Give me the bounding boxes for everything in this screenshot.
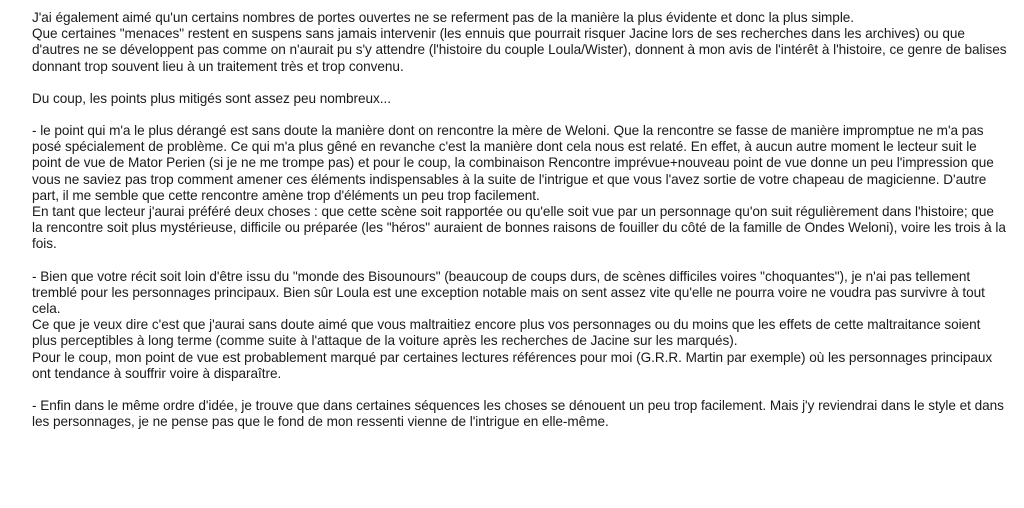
paragraph-point-resolution: - Enfin dans le même ordre d'idée, je trouve que dans certaines séquences les choses se dénouent un peu trop facilement. Mais j'y reviendrai dans le style et dans les personnages, je ne pense pas que le fond de mon ressenti vienne de l'intrigue en elle-même. <box>32 398 1004 430</box>
forum-post-body <box>32 10 1007 430</box>
paragraph-point-characters: - Bien que votre récit soit loin d'être issu du "monde des Bisounours" (beaucoup de coups durs, de scènes difficiles voires "choquantes"), je n'ai pas tellement tremblé pour les personnages principaux. Bien sûr Loula est une exception notable mais on sent assez vite qu'elle ne pourra voire ne voudra pas survivre à tout cela. Ce que je veux dire c'est que j'aurai sans doute aimé que vous maltraitiez encore plus vos personnages ou du moins que les effets de cette maltraitance soient plus perceptibles à long terme (comme suite à l'attaque de la voiture après les recherches de Jacine sur les marqués). Pour le coup, mon point de vue est probablement marqué par certaines lectures références pour moi (G.R.R. Martin par exemple) où les personnages principaux ont tendance à souffrir voire à disparaître. <box>32 268 993 381</box>
paragraph-point-weloni-mother: - le point qui m'a le plus dérangé est sans doute la manière dont on rencontre la mère de Weloni. Que la rencontre se fasse de manière impromptue ne m'a pas posé spécialement de problème. Ce qui m'a plus gêné en revanche c'est la manière dont cela nous est relaté. En effet, à aucun autre moment le lecteur suit le point de vue de Mator Perien (si je ne me trompe pas) et pour le coup, la combinaison Rencontre imprévue+nouveau point de vue donne un peu l'impression que vous ne saviez pas trop comment amener ces éléments indispensables à la suite de l'intrigue et que vous l'avez sortie de votre chapeau de magicienne. D'autre part, il me semble que cette rencontre amène trop d'éléments un peu trop facilement. En tant que lecteur j'aurai préféré deux choses : que cette scène soit rapportée ou qu'elle soit vue par un personnage qu'on suit régulièrement dans l'histoire; que la rencontre soit plus mystérieuse, difficile ou préparée (les "héros" auraient de bonnes raisons de fouiller du côté de la famille de Ondes Weloni), voire les trois à la fois. <box>32 123 1006 252</box>
paragraph-open-threads: J'ai également aimé qu'un certains nombres de portes ouvertes ne se referment pas de la manière la plus évidente et donc la plus simple. Que certaines "menaces" restent en suspens sans jamais intervenir (les ennuis que pourrait risquer Jacine lors de ses recherches dans les archives) ou que d'autres ne se développent pas comme on n'aurait pu s'y attendre (l'histoire du couple Loula/Wister), donnent à mon avis de l'intérêt à l'histoire, ce genre de balises donnant trop souvent lieu à un traitement très et trop convenu. <box>32 10 1007 74</box>
paragraph-mixed-points: Du coup, les points plus mitigés sont assez peu nombreux... <box>32 90 391 106</box>
